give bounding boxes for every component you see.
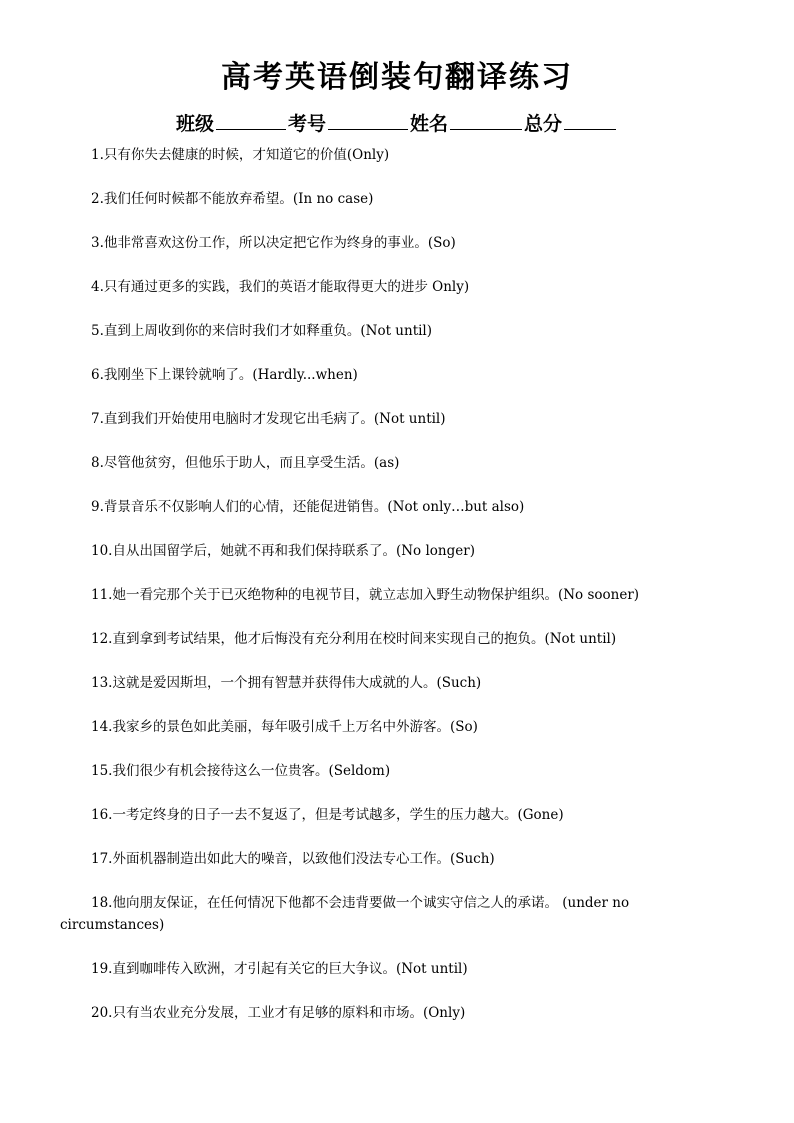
question-item: 13.这就是爱因斯坦，一个拥有智慧并获得伟大成就的人。(Such) xyxy=(91,675,482,691)
exam-number-blank[interactable] xyxy=(328,111,408,130)
question-item: 7.直到我们开始使用电脑时才发现它出毛病了。(Not until) xyxy=(91,411,446,427)
question-item: 17.外面机器制造出如此大的噪音，以致他们没法专心工作。(Such) xyxy=(91,851,495,867)
question-item: 5.直到上周收到你的来信时我们才如释重负。(Not until) xyxy=(91,323,433,339)
question-item: 10.自从出国留学后，她就不再和我们保持联系了。(No longer) xyxy=(91,543,475,559)
question-item: 16.一考定终身的日子一去不复返了，但是考试越多，学生的压力越大。(Gone) xyxy=(91,807,564,823)
class-label: 班级 xyxy=(175,113,214,135)
question-item: 18.他向朋友保证，在任何情况下他都不会违背要做一个诚实守信之人的承诺。 (under no circumstances) xyxy=(60,895,630,933)
class-blank[interactable] xyxy=(216,111,286,130)
question-item: 8.尽管他贫穷，但他乐于助人，而且享受生活。(as) xyxy=(91,455,400,471)
exam-number-label: 考号 xyxy=(287,113,326,135)
question-item: 1.只有你失去健康的时候，才知道它的价值(Only) xyxy=(91,147,390,163)
question-item: 6.我刚坐下上课铃就响了。(Hardly...when) xyxy=(91,367,358,383)
name-blank[interactable] xyxy=(450,111,522,130)
name-label: 姓名 xyxy=(410,113,449,135)
question-item: 2.我们任何时候都不能放弃希望。(In no case) xyxy=(91,191,374,207)
student-info-line xyxy=(0,110,794,138)
question-list xyxy=(60,144,736,1024)
question-item: 19.直到咖啡传入欧洲，才引起有关它的巨大争议。(Not until) xyxy=(91,961,468,977)
question-item: 14.我家乡的景色如此美丽，每年吸引成千上万名中外游客。(So) xyxy=(91,719,478,735)
question-item: 9.背景音乐不仅影响人们的心情，还能促进销售。(Not only…but also) xyxy=(91,499,525,515)
question-item: 4.只有通过更多的实践，我们的英语才能取得更大的进步 Only) xyxy=(91,279,470,295)
total-score-label: 总分 xyxy=(524,113,563,135)
total-score-blank[interactable] xyxy=(564,111,616,130)
question-item: 12.直到拿到考试结果，他才后悔没有充分利用在校时间来实现自己的抱负。(Not until) xyxy=(91,631,617,647)
question-item: 20.只有当农业充分发展，工业才有足够的原料和市场。(Only) xyxy=(91,1005,466,1021)
question-item: 11.她一看完那个关于已灭绝物种的电视节目，就立志加入野生动物保护组织。(No sooner) xyxy=(91,587,640,603)
page-title: 高考英语倒装句翻译练习 xyxy=(221,60,573,95)
question-item: 3.他非常喜欢这份工作，所以决定把它作为终身的事业。(So) xyxy=(91,235,456,251)
question-item: 15.我们很少有机会接待这么一位贵客。(Seldom) xyxy=(91,763,391,779)
